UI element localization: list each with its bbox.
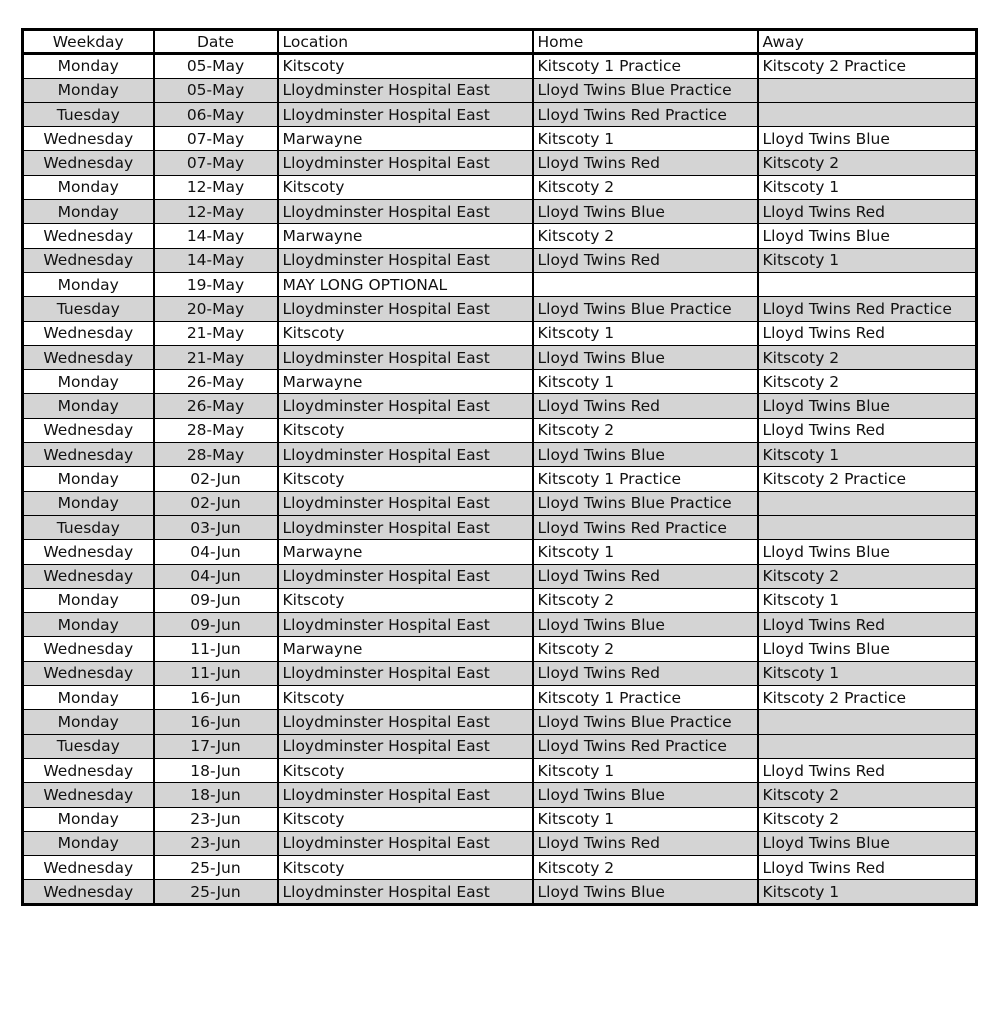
cell-date: 04-Jun: [154, 564, 278, 588]
cell-home: Lloyd Twins Red Practice: [533, 515, 758, 539]
cell-home: Kitscoty 1: [533, 370, 758, 394]
cell-away: Lloyd Twins Red: [758, 613, 977, 637]
table-row: [23, 78, 977, 102]
cell-weekday: Monday: [23, 710, 154, 734]
table-row: [23, 370, 977, 394]
cell-location: Lloydminster Hospital East: [278, 661, 533, 685]
cell-home: Lloyd Twins Blue: [533, 345, 758, 369]
cell-home: Kitscoty 1 Practice: [533, 686, 758, 710]
cell-away: Kitscoty 2 Practice: [758, 686, 977, 710]
table-row: [23, 758, 977, 782]
cell-home: Kitscoty 2: [533, 588, 758, 612]
cell-date: 02-Jun: [154, 491, 278, 515]
cell-location: Lloydminster Hospital East: [278, 880, 533, 904]
cell-date: 12-May: [154, 175, 278, 199]
table-header: [23, 30, 977, 54]
cell-location: Lloydminster Hospital East: [278, 443, 533, 467]
table-row: [23, 588, 977, 612]
cell-home: Kitscoty 1: [533, 540, 758, 564]
cell-location: Lloydminster Hospital East: [278, 297, 533, 321]
cell-home: Lloyd Twins Red Practice: [533, 734, 758, 758]
cell-location: Lloydminster Hospital East: [278, 248, 533, 272]
table-row: [23, 613, 977, 637]
cell-away: Kitscoty 2: [758, 783, 977, 807]
table-row: [23, 102, 977, 126]
cell-location: Lloydminster Hospital East: [278, 515, 533, 539]
cell-date: 09-Jun: [154, 613, 278, 637]
cell-weekday: Wednesday: [23, 564, 154, 588]
table-row: [23, 54, 977, 78]
cell-date: 11-Jun: [154, 637, 278, 661]
cell-away: Lloyd Twins Red: [758, 856, 977, 880]
table-row: [23, 443, 977, 467]
cell-away: Kitscoty 2: [758, 151, 977, 175]
cell-home: Kitscoty 2: [533, 637, 758, 661]
cell-weekday: Wednesday: [23, 248, 154, 272]
cell-date: 04-Jun: [154, 540, 278, 564]
table-row: [23, 248, 977, 272]
cell-date: 23-Jun: [154, 831, 278, 855]
cell-home: Lloyd Twins Blue: [533, 443, 758, 467]
cell-weekday: Wednesday: [23, 637, 154, 661]
cell-away: Kitscoty 1: [758, 175, 977, 199]
cell-location: Marwayne: [278, 370, 533, 394]
cell-home: Kitscoty 1 Practice: [533, 54, 758, 78]
cell-date: 19-May: [154, 272, 278, 296]
cell-date: 07-May: [154, 151, 278, 175]
cell-location: Lloydminster Hospital East: [278, 564, 533, 588]
cell-home: Lloyd Twins Red: [533, 661, 758, 685]
cell-away: Lloyd Twins Blue: [758, 831, 977, 855]
cell-location: Kitscoty: [278, 321, 533, 345]
table-row: [23, 880, 977, 904]
cell-date: 02-Jun: [154, 467, 278, 491]
cell-date: 07-May: [154, 127, 278, 151]
table-row: [23, 272, 977, 296]
table-row: [23, 200, 977, 224]
cell-date: 26-May: [154, 394, 278, 418]
cell-home: [533, 272, 758, 296]
cell-home: Kitscoty 1: [533, 807, 758, 831]
cell-home: Lloyd Twins Blue Practice: [533, 710, 758, 734]
cell-location: Marwayne: [278, 637, 533, 661]
cell-location: Lloydminster Hospital East: [278, 78, 533, 102]
cell-away: [758, 272, 977, 296]
cell-weekday: Monday: [23, 613, 154, 637]
cell-location: Lloydminster Hospital East: [278, 345, 533, 369]
cell-home: Kitscoty 2: [533, 224, 758, 248]
cell-away: Kitscoty 2: [758, 564, 977, 588]
cell-weekday: Monday: [23, 54, 154, 78]
cell-away: Lloyd Twins Blue: [758, 540, 977, 564]
cell-home: Kitscoty 1: [533, 758, 758, 782]
cell-location: Lloydminster Hospital East: [278, 151, 533, 175]
cell-away: Kitscoty 1: [758, 880, 977, 904]
cell-weekday: Tuesday: [23, 102, 154, 126]
cell-location: Kitscoty: [278, 758, 533, 782]
table-row: [23, 345, 977, 369]
cell-home: Kitscoty 2: [533, 856, 758, 880]
cell-away: [758, 102, 977, 126]
cell-date: 05-May: [154, 78, 278, 102]
schedule-table: [21, 28, 978, 906]
header-weekday: Weekday: [23, 30, 154, 54]
cell-home: Kitscoty 2: [533, 418, 758, 442]
table-row: [23, 564, 977, 588]
table-row: [23, 734, 977, 758]
cell-home: Lloyd Twins Blue: [533, 783, 758, 807]
cell-home: Lloyd Twins Red: [533, 831, 758, 855]
cell-date: 14-May: [154, 224, 278, 248]
cell-home: Lloyd Twins Red: [533, 151, 758, 175]
table-row: [23, 297, 977, 321]
cell-weekday: Wednesday: [23, 321, 154, 345]
table-row: [23, 321, 977, 345]
table-row: [23, 856, 977, 880]
cell-location: Marwayne: [278, 127, 533, 151]
cell-weekday: Wednesday: [23, 661, 154, 685]
table-row: [23, 418, 977, 442]
header-row: [23, 30, 977, 54]
header-away: Away: [758, 30, 977, 54]
cell-away: Kitscoty 2 Practice: [758, 54, 977, 78]
cell-location: Lloydminster Hospital East: [278, 831, 533, 855]
table-row: [23, 175, 977, 199]
cell-away: Lloyd Twins Red: [758, 200, 977, 224]
cell-location: Marwayne: [278, 224, 533, 248]
cell-away: [758, 78, 977, 102]
table-row: [23, 831, 977, 855]
cell-away: [758, 515, 977, 539]
table-body: [23, 54, 977, 904]
table-row: [23, 491, 977, 515]
cell-weekday: Tuesday: [23, 297, 154, 321]
cell-weekday: Monday: [23, 394, 154, 418]
cell-away: Lloyd Twins Blue: [758, 394, 977, 418]
cell-location: Kitscoty: [278, 467, 533, 491]
cell-weekday: Monday: [23, 200, 154, 224]
cell-away: [758, 734, 977, 758]
cell-weekday: Wednesday: [23, 345, 154, 369]
cell-weekday: Monday: [23, 491, 154, 515]
cell-location: Kitscoty: [278, 418, 533, 442]
cell-away: Kitscoty 2: [758, 345, 977, 369]
table-row: [23, 710, 977, 734]
cell-date: 06-May: [154, 102, 278, 126]
cell-date: 18-Jun: [154, 783, 278, 807]
cell-location: Kitscoty: [278, 588, 533, 612]
cell-location: Kitscoty: [278, 175, 533, 199]
cell-date: 28-May: [154, 418, 278, 442]
cell-location: MAY LONG OPTIONAL: [278, 272, 533, 296]
cell-weekday: Monday: [23, 175, 154, 199]
cell-weekday: Wednesday: [23, 540, 154, 564]
cell-weekday: Monday: [23, 78, 154, 102]
cell-date: 17-Jun: [154, 734, 278, 758]
cell-away: Kitscoty 1: [758, 588, 977, 612]
table-row: [23, 394, 977, 418]
table-row: [23, 467, 977, 491]
cell-location: Lloydminster Hospital East: [278, 102, 533, 126]
cell-away: Lloyd Twins Red Practice: [758, 297, 977, 321]
cell-date: 03-Jun: [154, 515, 278, 539]
cell-date: 18-Jun: [154, 758, 278, 782]
cell-away: [758, 491, 977, 515]
cell-location: Kitscoty: [278, 686, 533, 710]
cell-weekday: Wednesday: [23, 151, 154, 175]
cell-location: Lloydminster Hospital East: [278, 394, 533, 418]
cell-away: Kitscoty 2 Practice: [758, 467, 977, 491]
cell-home: Lloyd Twins Blue Practice: [533, 491, 758, 515]
cell-date: 21-May: [154, 345, 278, 369]
cell-home: Lloyd Twins Blue: [533, 880, 758, 904]
cell-date: 25-Jun: [154, 880, 278, 904]
cell-date: 05-May: [154, 54, 278, 78]
table-row: [23, 807, 977, 831]
table-row: [23, 127, 977, 151]
cell-away: Kitscoty 2: [758, 370, 977, 394]
cell-home: Lloyd Twins Red: [533, 394, 758, 418]
cell-date: 16-Jun: [154, 686, 278, 710]
cell-location: Kitscoty: [278, 856, 533, 880]
cell-location: Kitscoty: [278, 54, 533, 78]
cell-away: Kitscoty 2: [758, 807, 977, 831]
cell-away: [758, 710, 977, 734]
cell-weekday: Monday: [23, 467, 154, 491]
cell-location: Lloydminster Hospital East: [278, 613, 533, 637]
cell-away: Lloyd Twins Red: [758, 418, 977, 442]
cell-date: 21-May: [154, 321, 278, 345]
cell-weekday: Monday: [23, 272, 154, 296]
cell-away: Kitscoty 1: [758, 661, 977, 685]
cell-weekday: Wednesday: [23, 418, 154, 442]
cell-weekday: Wednesday: [23, 856, 154, 880]
table-row: [23, 540, 977, 564]
cell-date: 12-May: [154, 200, 278, 224]
cell-away: Lloyd Twins Red: [758, 321, 977, 345]
cell-date: 26-May: [154, 370, 278, 394]
cell-date: 25-Jun: [154, 856, 278, 880]
cell-weekday: Wednesday: [23, 880, 154, 904]
cell-date: 20-May: [154, 297, 278, 321]
cell-weekday: Wednesday: [23, 783, 154, 807]
header-location: Location: [278, 30, 533, 54]
cell-home: Kitscoty 1: [533, 321, 758, 345]
cell-home: Lloyd Twins Blue Practice: [533, 297, 758, 321]
cell-away: Lloyd Twins Blue: [758, 127, 977, 151]
cell-location: Lloydminster Hospital East: [278, 491, 533, 515]
cell-home: Kitscoty 1: [533, 127, 758, 151]
cell-date: 23-Jun: [154, 807, 278, 831]
cell-weekday: Tuesday: [23, 515, 154, 539]
cell-home: Lloyd Twins Blue: [533, 200, 758, 224]
cell-away: Lloyd Twins Blue: [758, 637, 977, 661]
cell-weekday: Wednesday: [23, 127, 154, 151]
cell-location: Marwayne: [278, 540, 533, 564]
cell-date: 09-Jun: [154, 588, 278, 612]
cell-home: Kitscoty 2: [533, 175, 758, 199]
cell-location: Lloydminster Hospital East: [278, 783, 533, 807]
table-row: [23, 151, 977, 175]
table-row: [23, 515, 977, 539]
table-row: [23, 637, 977, 661]
cell-home: Lloyd Twins Red Practice: [533, 102, 758, 126]
cell-weekday: Monday: [23, 831, 154, 855]
cell-weekday: Monday: [23, 588, 154, 612]
table-row: [23, 783, 977, 807]
cell-date: 28-May: [154, 443, 278, 467]
cell-away: Lloyd Twins Blue: [758, 224, 977, 248]
cell-home: Lloyd Twins Red: [533, 248, 758, 272]
cell-date: 16-Jun: [154, 710, 278, 734]
cell-away: Lloyd Twins Red: [758, 758, 977, 782]
cell-weekday: Wednesday: [23, 224, 154, 248]
cell-location: Lloydminster Hospital East: [278, 734, 533, 758]
cell-home: Lloyd Twins Blue Practice: [533, 78, 758, 102]
cell-weekday: Monday: [23, 686, 154, 710]
cell-date: 14-May: [154, 248, 278, 272]
header-date: Date: [154, 30, 278, 54]
header-home: Home: [533, 30, 758, 54]
cell-home: Lloyd Twins Red: [533, 564, 758, 588]
table-row: [23, 224, 977, 248]
cell-weekday: Monday: [23, 807, 154, 831]
cell-away: Kitscoty 1: [758, 443, 977, 467]
cell-weekday: Monday: [23, 370, 154, 394]
cell-location: Lloydminster Hospital East: [278, 200, 533, 224]
cell-home: Lloyd Twins Blue: [533, 613, 758, 637]
cell-location: Lloydminster Hospital East: [278, 710, 533, 734]
cell-home: Kitscoty 1 Practice: [533, 467, 758, 491]
cell-weekday: Wednesday: [23, 443, 154, 467]
cell-date: 11-Jun: [154, 661, 278, 685]
cell-weekday: Wednesday: [23, 758, 154, 782]
table-row: [23, 661, 977, 685]
cell-location: Kitscoty: [278, 807, 533, 831]
cell-away: Kitscoty 1: [758, 248, 977, 272]
table-row: [23, 686, 977, 710]
cell-weekday: Tuesday: [23, 734, 154, 758]
